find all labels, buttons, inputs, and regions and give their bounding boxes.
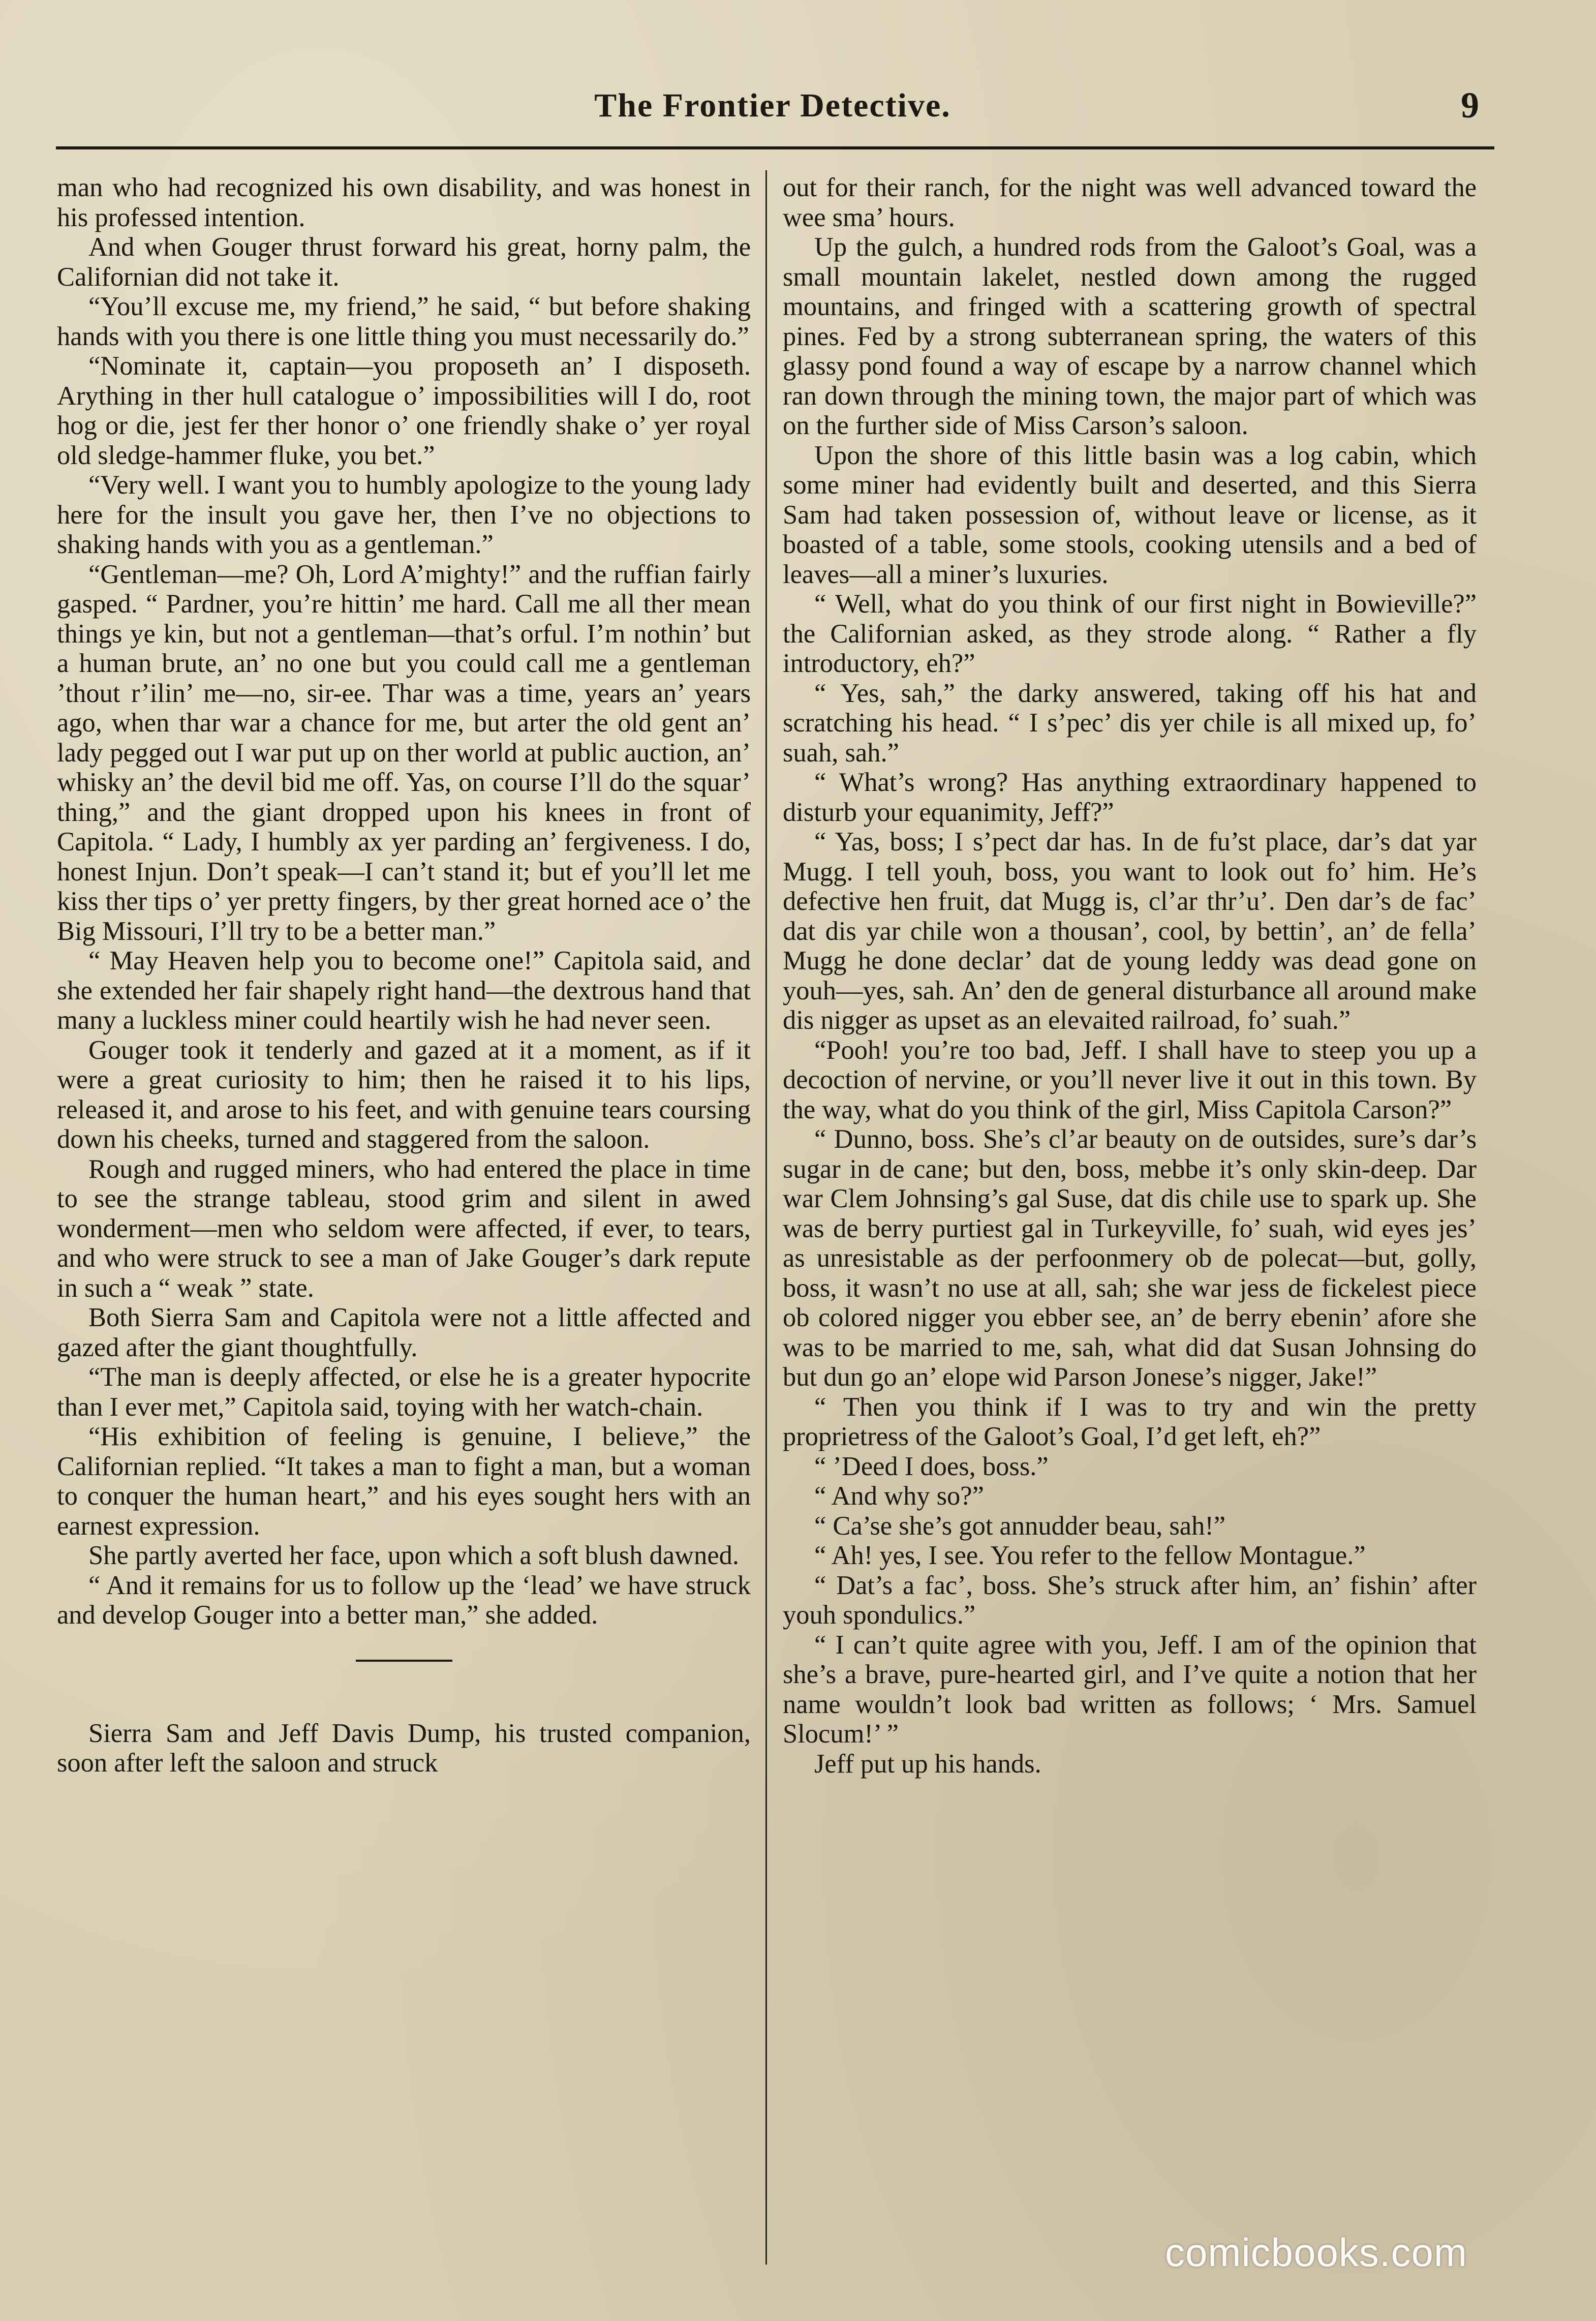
watermark-text: comicbooks.com (1165, 2230, 1467, 2275)
paragraph: “ And it remains for us to follow up the ‘lead’ we have struck and develop Gouger into a better man,” she added. (57, 1570, 751, 1630)
paragraph: Jeff put up his hands. (814, 1749, 1041, 1779)
paragraph: man who had recognized his own disability, and was honest in his professed intention. (57, 173, 751, 232)
paragraph: out for their ranch, for the night was well advanced toward the wee sma’ hours. (783, 173, 1477, 232)
paragraph: “ Yas, boss; I s’pect dar has. In de fu’st place, dar’s dat yar Mugg. I tell youh, boss, you want to look out fo’ him. He’s defective hen fruit, dat Mugg is, cl’ar thr’u’. Den dar’s de fac’ dat dis yar chile won a thousan’, cool, by bettin’, an’ de fella’ Mugg he done declar’ dat de young leddy was dead gone on youh—yes, sah. An’ den de general disturbance all around make dis nigger as upset as an elevaited railroad, fo’ suah.” (783, 827, 1477, 1035)
paragraph: “ And why so?” (814, 1481, 984, 1511)
paragraph: Both Sierra Sam and Capitola were not a little affected and gazed after the giant thoughtfully. (57, 1303, 751, 1362)
paragraph: She partly averted her face, upon which a soft blush dawned. (88, 1541, 739, 1570)
paragraph: “The man is deeply affected, or else he is a greater hypocrite than I ever met,” Capitola said, toying with her watch-chain. (57, 1362, 751, 1422)
paragraph: And when Gouger thrust forward his great, horny palm, the Californian did not take it. (57, 232, 751, 292)
section-break-rule (356, 1660, 452, 1662)
paragraph: “ Ca’se she’s got annudder beau, sah!” (814, 1511, 1226, 1541)
running-title: The Frontier Detective. (594, 87, 951, 124)
paragraph: “ Well, what do you think of our first night in Bowieville?” the Californian asked, as they strode along. “ Rather a fly introductory, eh?” (783, 589, 1477, 678)
paragraph: “His exhibition of feeling is genuine, I believe,” the Californian replied. “It takes a man to fight a man, but a woman to conquer the human heart,” and his eyes sought hers with an earnest expression. (57, 1422, 751, 1541)
paragraph: “ Then you think if I was to try and win the pretty proprietress of the Galoot’s Goal, I’d get left, eh?” (783, 1392, 1477, 1451)
paragraph: “ May Heaven help you to become one!” Capitola said, and she extended her fair shapely right hand—the dextrous hand that many a luckless miner could heartily wish he had never seen. (57, 946, 751, 1035)
paragraph: Sierra Sam and Jeff Davis Dump, his trusted companion, soon after left the saloon and struck (57, 1718, 751, 1778)
paragraph: “ Ah! yes, I see. You refer to the fellow Montague.” (814, 1541, 1366, 1570)
paragraph: “Very well. I want you to humbly apologize to the young lady here for the insult you gave her, then I’ve no objections to shaking hands with you as a gentleman.” (57, 470, 751, 559)
paragraph: “ ’Deed I does, boss.” (814, 1451, 1049, 1481)
paragraph: “You’ll excuse me, my friend,” he said, “ but before shaking hands with you there is one little thing you must necessarily do.” (57, 292, 751, 351)
paragraph: “ Dat’s a fac’, boss. She’s struck after him, an’ fishin’ after youh spondulics.” (783, 1570, 1477, 1630)
paragraph: Gouger took it tenderly and gazed at it a moment, as if it were a great curiosity to him; then he raised it to his lips, released it, and arose to his feet, and with genuine tears coursing down his cheeks, turned and staggered from the saloon. (57, 1035, 751, 1154)
paragraph: Rough and rugged miners, who had entered the place in time to see the strange tableau, stood grim and silent in awed wonderment—men who seldom were affected, if ever, to tears, and who were struck to see a man of Jake Gouger’s dark repute in such a “ weak ” state. (57, 1154, 751, 1303)
page-number: 9 (1461, 85, 1479, 126)
paragraph: “Nominate it, captain—you proposeth an’ I disposeth. Arything in ther hull catalogue o’ impossibilities will I do, root hog or die, jest fer ther honor o’ one friendly shake o’ yer royal old sledge-hammer fluke, you bet.” (57, 351, 751, 470)
header-rule (56, 146, 1494, 149)
column-divider (765, 170, 767, 2265)
paragraph: “ Yes, sah,” the darky answered, taking off his hat and scratching his head. “ I s’pec’ dis yer chile is all mixed up, fo’ suah, sah.” (783, 678, 1477, 768)
paragraph: “Pooh! you’re too bad, Jeff. I shall have to steep you up a decoction of nervine, or you’ll never live it out in this town. By the way, what do you think of the girl, Miss Capitola Carson?” (783, 1035, 1477, 1124)
paragraph: “ What’s wrong? Has anything extraordinary happened to disturb your equanimity, Jeff?” (783, 768, 1477, 827)
right-column (783, 173, 1477, 2257)
page-header (61, 76, 1484, 126)
paragraph: “ Dunno, boss. She’s cl’ar beauty on de outsides, sure’s dar’s sugar in de cane; but den, boss, mebbe it’s only skin-deep. Dar war Clem Johnsing’s gal Suse, dat dis chile use to spark up. She was de berry purtiest gal in Turkeyville, fo’ suah, wid eyes jes’ as unresistable as der perfoonmery ob de polecat—but, golly, boss, it wasn’t no use at all, sah; she war jess de fickelest piece ob colored nigger you ebber see, an’ de berry ebenin’ afore she was to be married to me, sah, what did dat Susan Johnsing do but dun go an’ elope wid Parson Jonese’s nigger, Jake!” (783, 1124, 1477, 1392)
left-column (57, 173, 751, 2257)
paragraph: “Gentleman—me? Oh, Lord A’mighty!” and the ruffian fairly gasped. “ Pardner, you’re hittin’ me hard. Call me all ther mean things ye kin, but not a gentleman—that’s orful. I’m nothin’ but a human brute, an’ no one but you could call me a gentleman ’thout r’ilin’ me—no, sir-ee. Thar was a time, years an’ years ago, when thar war a chance for me, but arter the old gent an’ lady pegged out I war put up on ther world at public auction, an’ whisky an’ the devil bid me off. Yas, on course I’ll do the squar’ thing,” and the giant dropped upon his knees in front of Capitola. “ Lady, I humbly ax yer parding an’ fergiveness. I do, honest Injun. Don’t speak—I can’t stand it; but ef you’ll let me kiss ther tips o’ yer pretty fingers, by ther great horned ace o’ the Big Missouri, I’ll try to be a better man.” (57, 559, 751, 946)
paragraph: Upon the shore of this little basin was a log cabin, which some miner had evidently built and deserted, and this Sierra Sam had taken possession of, without leave or license, as it boasted of a table, some stools, cooking utensils and a bed of leaves—all a miner’s luxuries. (783, 440, 1477, 589)
paragraph: “ I can’t quite agree with you, Jeff. I am of the opinion that she’s a brave, pure-hearted girl, and I’ve quite a notion that her name wouldn’t look bad written as follows; ‘ Mrs. Samuel Slocum!’ ” (783, 1630, 1477, 1749)
paragraph: Up the gulch, a hundred rods from the Galoot’s Goal, was a small mountain lakelet, nestled down among the rugged mountains, and fringed with a scattering growth of spectral pines. Fed by a strong subterranean spring, the waters of this glassy pond found a way of escape by a narrow channel which ran down through the mining town, the major part of which was on the further side of Miss Carson’s saloon. (783, 232, 1477, 440)
